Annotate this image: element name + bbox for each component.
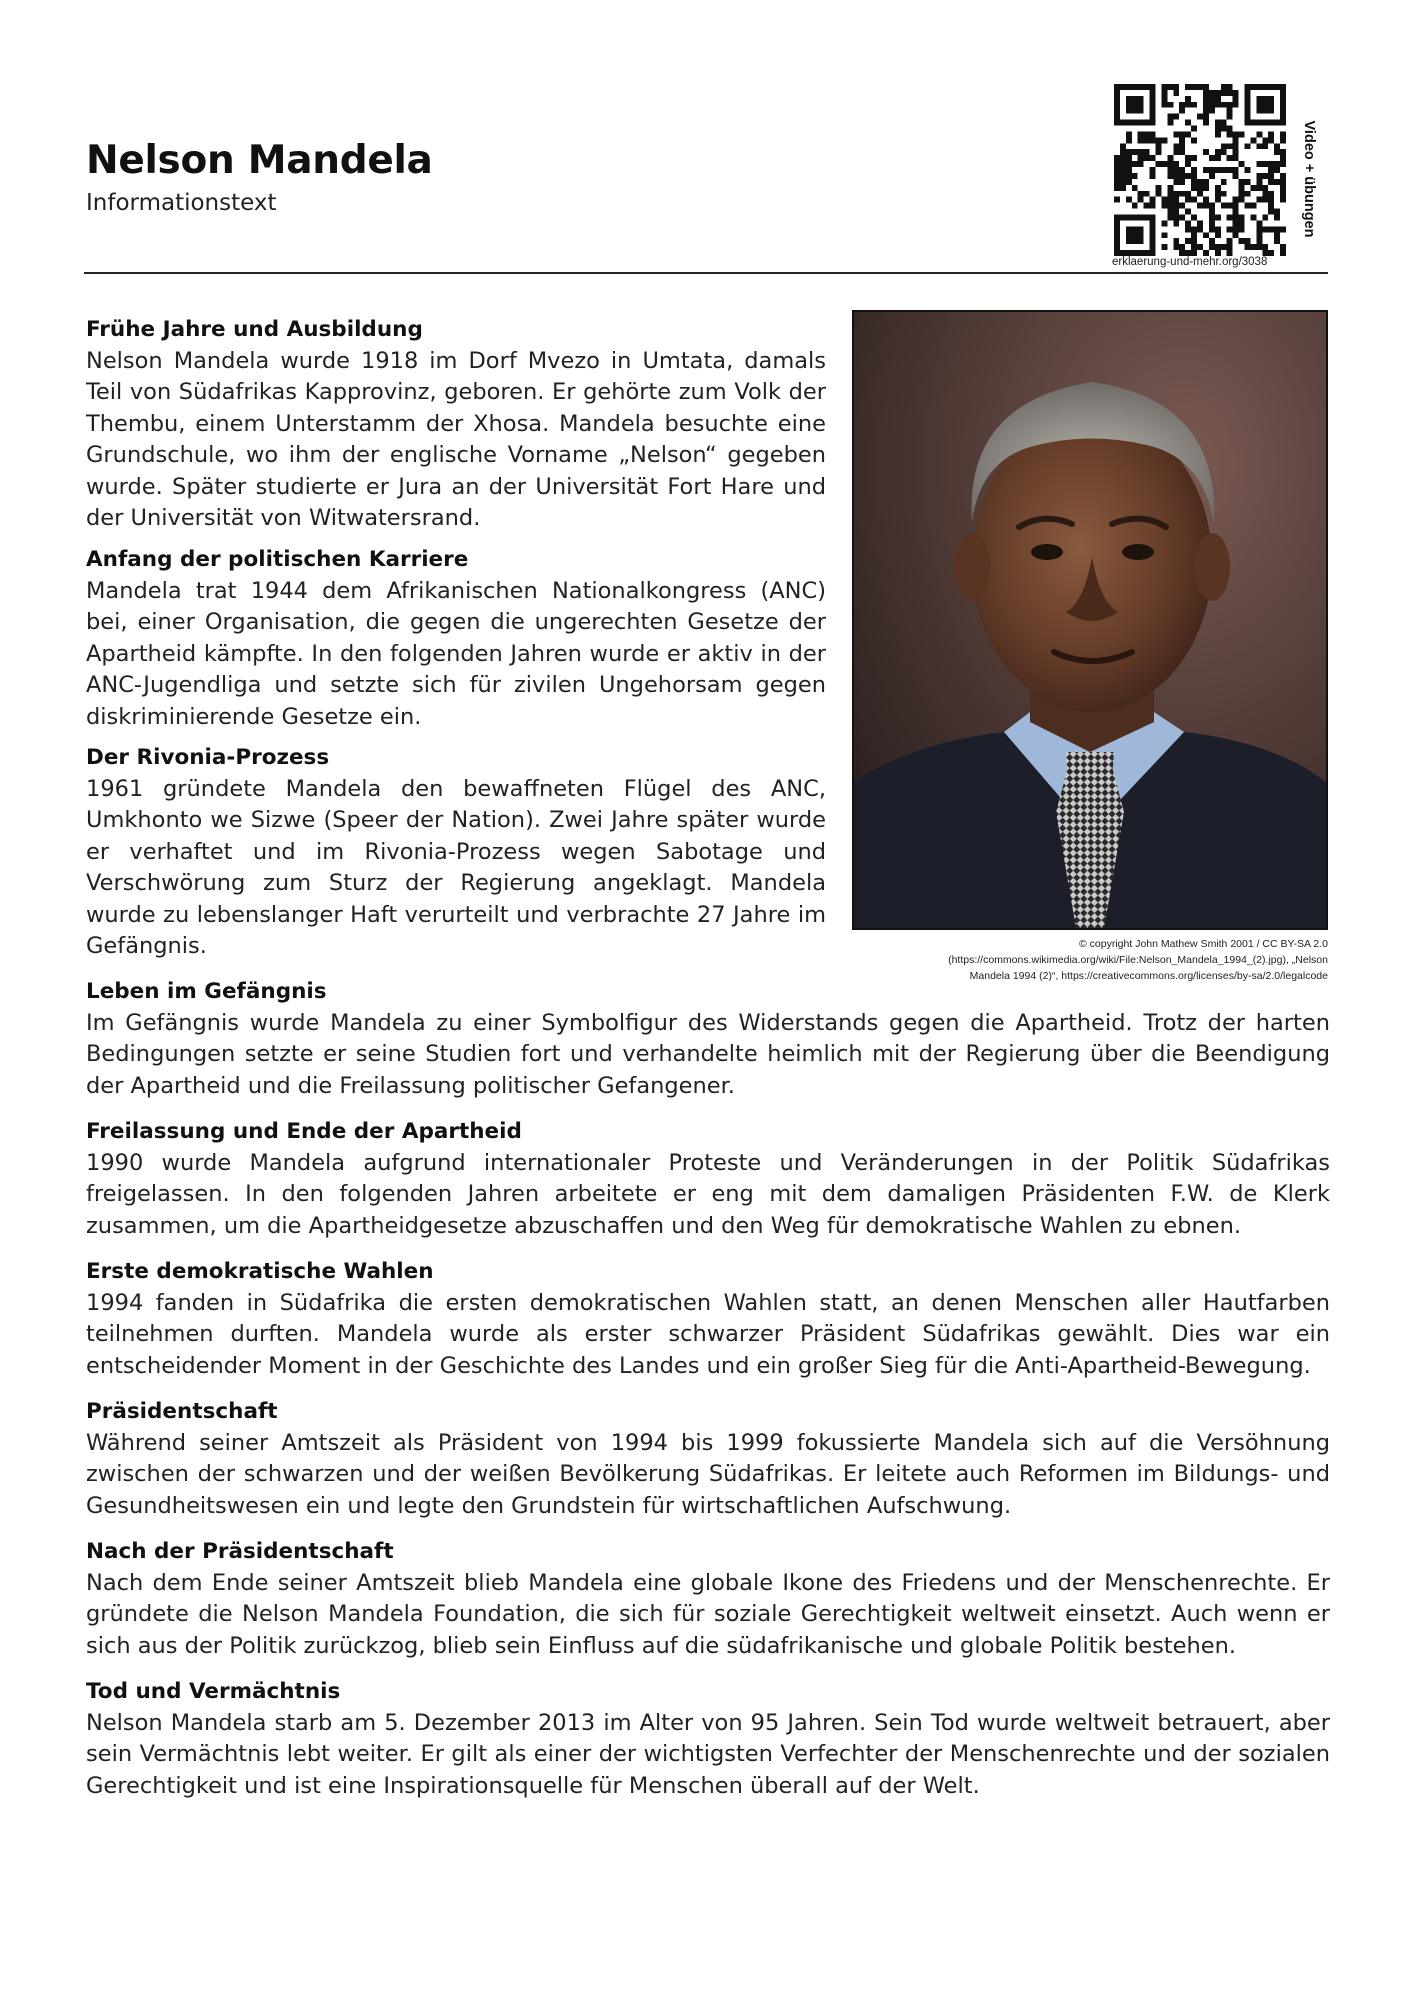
section-leben-im-gefaengnis (86, 976, 1330, 1102)
header-divider (84, 272, 1328, 274)
section-heading: Anfang der politischen Karriere (86, 547, 469, 572)
qr-side-label-text: Video + übungen (1301, 120, 1317, 238)
section-heading: Freilassung und Ende der Apartheid (86, 1119, 522, 1144)
section-text: Nelson Mandela wurde 1918 im Dorf Mvezo in Umtata, damals Teil von Südafrikas Kapprovinz, geboren. Er gehörte zum Volk der Thembu, einem Unterstamm der Xhosa. Mandela besuchte eine Grundschule, wo ihm der englische Vorname „Nelson“ gegeben wurde. Später studierte er Jura an der Universität Fort Hare und der Universität von Witwatersrand. (86, 347, 826, 531)
section-erste-wahlen (86, 1256, 1330, 1382)
section-text: Nelson Mandela starb am 5. Dezember 2013 im Alter von 95 Jahren. Sein Tod wurde weltweit betrauert, aber sein Vermächtnis lebt weiter. Er gilt als einer der wichtigsten Verfechter der Menschenrechte und der sozialen Gerechtigkeit und ist eine Inspirationsquelle für Menschen überall auf der Welt. (86, 1709, 1330, 1799)
section-fruehe-jahre (86, 314, 826, 535)
section-heading: Tod und Vermächtnis (86, 1679, 341, 1704)
section-text: Im Gefängnis wurde Mandela zu einer Symbolfigur des Widerstands gegen die Apartheid. Trotz der harten Bedingungen setzte er seine Studien fort und verhandelte heimlich mit der Regierung über die Beendigung der Apartheid und die Freilassung politischer Gefangener. (86, 1009, 1330, 1099)
section-praesidentschaft (86, 1396, 1330, 1522)
page-subtitle: Informationstext (86, 190, 277, 216)
photo-credit-line[interactable]: (https://commons.wikimedia.org/wiki/File:Nelson_Mandela_1994_(2).jpg), „Nelson (948, 954, 1328, 966)
section-rivonia-prozess (86, 742, 826, 963)
portrait-photo (852, 310, 1328, 930)
section-politische-karriere (86, 544, 826, 733)
photo-credit-line[interactable]: Mandela 1994 (2)“, https://creativecommons.org/licenses/by-sa/2.0/legalcode (969, 970, 1328, 982)
section-text: Während seiner Amtszeit als Präsident von 1994 bis 1999 fokussierte Mandela sich auf die Versöhnung zwischen der schwarzen und der weißen Bevölkerung Südafrikas. Er leitete auch Reformen im Bildungs- und Gesundheitswesen ein und legte den Grundstein für wirtschaftlichen Aufschwung. (86, 1429, 1330, 1519)
section-text: Nach dem Ende seiner Amtszeit blieb Mandela eine globale Ikone des Friedens und der Menschenrechte. Er gründete die Nelson Mandela Foundation, die sich für soziale Gerechtigkeit weltweit einsetzt. Auch wenn er sich aus der Politik zurückzog, blieb sein Einfluss auf die südafrikanische und globale Politik bestehen. (86, 1569, 1330, 1659)
section-heading: Frühe Jahre und Ausbildung (86, 317, 423, 342)
section-heading: Präsidentschaft (86, 1399, 278, 1424)
section-freilassung (86, 1116, 1330, 1242)
photo-credit-line: © copyright John Mathew Smith 2001 / CC BY-SA 2.0 (1079, 938, 1328, 950)
section-tod-vermaechtnis (86, 1676, 1330, 1802)
qr-url[interactable]: erklaerung-und-mehr.org/3038 (1112, 256, 1268, 268)
qr-code[interactable] (1114, 84, 1286, 256)
section-heading: Erste demokratische Wahlen (86, 1259, 434, 1284)
section-heading: Leben im Gefängnis (86, 979, 327, 1004)
section-text: 1961 gründete Mandela den bewaffneten Flügel des ANC, Umkhonto we Sizwe (Speer der Nation). Zwei Jahre später wurde er verhaftet und im Rivonia-Prozess wegen Sabotage und Verschwörung zum Sturz der Regierung angeklagt. Mandela wurde zu lebenslanger Haft verurteilt und verbrachte 27 Jahre im Gefängnis. (86, 775, 826, 959)
section-text: Mandela trat 1944 dem Afrikanischen Nationalkongress (ANC) bei, einer Organisation, die gegen die ungerechten Gesetze der Apartheid kämpfte. In den folgenden Jahren wurde er aktiv in der ANC-Jugendliga und setzte sich für zivilen Ungehorsam gegen diskriminierende Gesetze ein. (86, 577, 826, 730)
section-heading: Nach der Präsidentschaft (86, 1539, 394, 1564)
section-text: 1990 wurde Mandela aufgrund internationaler Proteste und Veränderungen in der Politik Südafrikas freigelassen. In den folgenden Jahren arbeitete er eng mit dem damaligen Präsidenten F.W. de Klerk zusammen, um die Apartheidgesetze abzuschaffen und den Weg für demokratische Wahlen zu ebnen. (86, 1149, 1330, 1239)
page-title: Nelson Mandela (86, 138, 433, 183)
section-heading: Der Rivonia-Prozess (86, 745, 330, 770)
section-text: 1994 fanden in Südafrika die ersten demokratischen Wahlen statt, an denen Menschen aller Hautfarben teilnehmen durften. Mandela wurde als erster schwarzer Präsident Südafrikas gewählt. Dies war ein entscheidender Moment in der Geschichte des Landes und ein großer Sieg für die Anti-Apartheid-Bewegung. (86, 1289, 1330, 1379)
section-nach-praesidentschaft (86, 1536, 1330, 1662)
qr-side-label (1296, 104, 1322, 254)
